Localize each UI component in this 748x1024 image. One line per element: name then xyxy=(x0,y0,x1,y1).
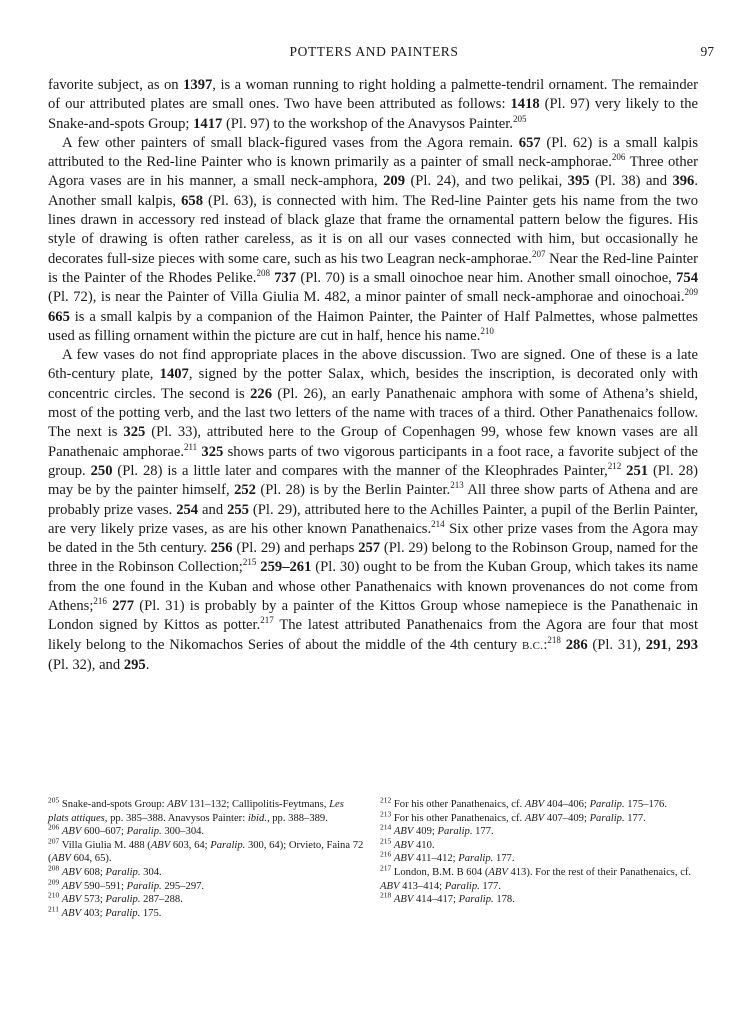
footnotes-left-column xyxy=(48,795,366,920)
italic-text: ABV xyxy=(61,880,82,892)
text-run: 604, 65). xyxy=(70,853,112,865)
footnote-ref: 210 xyxy=(480,326,494,336)
footnote xyxy=(48,877,366,894)
italic-text: Paralip. xyxy=(437,826,473,838)
text-run: 175. xyxy=(140,907,162,919)
catalogue-number: 226 xyxy=(250,385,272,402)
text-run: 603, 64; xyxy=(170,839,211,851)
italic-text: Paralip. xyxy=(105,894,141,906)
catalogue-number: 256 xyxy=(210,540,233,557)
footnote-ref: 208 xyxy=(256,268,270,279)
text-run: 300, 64); Orvieto, Faina 72 ( xyxy=(48,839,364,865)
catalogue-number: 1418 xyxy=(510,96,540,113)
text-run: 600–607; xyxy=(81,826,127,838)
footnote-ref: 213 xyxy=(380,809,392,819)
text-run: , pp. 385–388. Anavysos Painter: xyxy=(104,812,248,824)
text-run: , pp. 388–389. xyxy=(266,812,328,824)
text-run: (Pl. 97) to the workshop of the Anavysos Painter. xyxy=(222,115,513,132)
paragraph xyxy=(48,346,698,675)
catalogue-number: 257 xyxy=(358,540,381,557)
text-run: 410. xyxy=(413,839,435,851)
italic-text: Paralip. xyxy=(105,907,141,919)
footnote-ref: 216 xyxy=(380,849,392,859)
catalogue-number: 259–261 xyxy=(260,559,312,576)
text-run: All three show parts of Athena and are probably prize vases. xyxy=(48,482,698,518)
text-run: The latest attributed Panathenaics from the Agora are four that most likely belong to the Nikomachos Series of about the middle of the 4th century xyxy=(48,617,698,653)
footnote xyxy=(48,863,366,880)
text-run: 300–304. xyxy=(161,826,205,838)
footnote-ref: 215 xyxy=(380,836,392,846)
catalogue-number: 293 xyxy=(676,636,698,653)
catalogue-number: 754 xyxy=(676,269,699,286)
footnote-ref: 216 xyxy=(93,596,107,607)
footnote-ref: 207 xyxy=(531,248,546,259)
footnote-ref: 209 xyxy=(48,877,60,887)
text-run: Villa Giulia M. 488 ( xyxy=(59,839,151,851)
text-run: 403; xyxy=(81,907,106,919)
text-run: . Another small kalpis, xyxy=(48,173,698,209)
footnote-ref: 210 xyxy=(48,890,60,900)
italic-text: Paralip. xyxy=(444,880,480,892)
text-run: 409; xyxy=(413,826,438,838)
footnote-ref: 211 xyxy=(48,904,59,914)
text-run: 287–288. xyxy=(140,894,183,906)
footnote xyxy=(48,904,366,921)
text-run: (Pl. 28) may be by the painter himself, xyxy=(48,462,698,499)
text-run: (Pl. 24), and two pelikai, xyxy=(405,173,568,190)
text-run: 177. xyxy=(472,826,494,838)
text-run: (Pl. 29) belong to the Robinson Group, named for the three in the Robinson Collection; xyxy=(48,540,698,576)
text-run: 414–417; xyxy=(413,894,459,906)
footnote-ref: 205 xyxy=(48,795,60,805)
italic-text: ABV xyxy=(61,866,82,878)
catalogue-number: 252 xyxy=(234,482,256,499)
text-run: Snake-and-spots Group: xyxy=(59,799,168,810)
text-run: Near the Red-line Painter is the Painter of the Rhodes Pelike. xyxy=(48,250,698,286)
text-run: 175–176. xyxy=(624,799,667,810)
catalogue-number: 1407 xyxy=(159,366,189,383)
catalogue-number: 250 xyxy=(90,462,113,479)
italic-text: Paralip. xyxy=(105,866,141,878)
page-number: 97 xyxy=(700,44,714,59)
body-text xyxy=(48,76,698,675)
text-run: (Pl. 29), attributed here to the Achilles Painter, a pupil of the Berlin Painter, are very likely prize vases, as are his other known Panathenaics. xyxy=(48,501,698,537)
catalogue-number: 657 xyxy=(518,134,541,151)
footnote-ref: 209 xyxy=(684,287,698,298)
italic-text: ABV xyxy=(393,839,414,851)
footnote-ref: 214 xyxy=(380,822,392,832)
text-run: (Pl. 63), is connected with him. The Red-line Painter gets his name from the two lines drawn in accessory red instead of black glaze that frame the ornamental pattern below the figures. His style of drawing is often rather careless, as it is on all our vases connected with him, but occasionally he decorates full-size pieces with some care, such as his two Leagran neck-amphorae. xyxy=(48,192,698,267)
text-run: (Pl. 38) and xyxy=(589,173,673,190)
text-run: : xyxy=(543,636,548,653)
italic-text: ABV xyxy=(150,839,171,851)
text-run: and xyxy=(198,501,228,518)
footnote-ref: 218 xyxy=(547,634,561,645)
italic-text: ABV xyxy=(393,826,414,838)
text-run: (Pl. 32), and xyxy=(48,656,124,673)
italic-text: Paralip. xyxy=(126,826,162,838)
text-run: 178. xyxy=(493,894,515,906)
text-run: 404–406; xyxy=(544,799,590,810)
text-run: (Pl. 31), xyxy=(587,636,646,653)
text-run: 131–132; Callipolitis-Feytmans, xyxy=(186,799,330,810)
italic-text: ABV xyxy=(524,799,545,810)
catalogue-number: 209 xyxy=(383,173,406,190)
text-run: (Pl. 33), attributed here to the Group of Copenhagen 99, whose few known vases are all Panathenaic amphorae. xyxy=(48,424,698,460)
footnote-ref: 215 xyxy=(242,557,257,568)
text-run: (Pl. 29) and perhaps xyxy=(232,540,359,557)
footnotes-right-column xyxy=(380,795,698,920)
footnote-ref: 207 xyxy=(48,836,60,846)
italic-text: Paralip. xyxy=(589,799,625,810)
text-run: (Pl. 28) is by the Berlin Painter. xyxy=(255,482,451,499)
catalogue-number: 396 xyxy=(672,173,695,190)
italic-text: Les plats attiques xyxy=(48,799,344,824)
footnote xyxy=(48,836,366,866)
footnote xyxy=(48,822,366,839)
text-run: , xyxy=(667,636,677,653)
footnote xyxy=(380,890,698,907)
text-run: 411–412; xyxy=(413,853,459,865)
footnote-ref: 208 xyxy=(48,863,60,873)
text-run: 590–591; xyxy=(81,880,127,892)
catalogue-number: 251 xyxy=(626,462,649,479)
footnote xyxy=(380,822,698,839)
text-run: . xyxy=(145,656,150,673)
italic-text: ABV xyxy=(51,853,71,865)
catalogue-number: 286 xyxy=(565,636,588,653)
footnotes xyxy=(48,795,698,920)
italic-text: ABV xyxy=(488,866,508,878)
italic-text: ABV xyxy=(61,907,82,919)
small-caps-text: B.C. xyxy=(521,639,544,652)
text-run: 413). For the rest of their Panathenaics, cf. xyxy=(507,866,692,878)
italic-text: ibid. xyxy=(247,812,267,824)
text-run: For his other Panathenaics, cf. xyxy=(391,812,525,824)
text-run: (Pl. 28) is a little later and compares with the manner of the Kleophrades Painter, xyxy=(112,462,608,479)
text-run: shows parts of two vigorous participants in a foot race, a favorite subject of the group. xyxy=(48,443,698,479)
footnote xyxy=(380,863,698,893)
text-run: Three other Agora vases are in his manner, a small neck-amphora, xyxy=(48,154,698,190)
text-run: favorite subject, as on xyxy=(48,77,184,93)
text-run: is a small kalpis by a companion of the Haimon Painter, the Painter of Half Palmettes, whose palmettes used as filling ornament within the picture are cut in half, hence his name. xyxy=(48,308,698,344)
catalogue-number: 665 xyxy=(48,308,70,325)
italic-text: ABV xyxy=(167,799,187,810)
text-run: (Pl. 30) ought to be from the Kuban Group, which takes its name from the one found in the Kuban and whose other Panathenaics with known provenances do not come from Athens; xyxy=(48,559,699,615)
italic-text: ABV xyxy=(393,894,414,906)
text-run: (Pl. 26), an early Panathenaic amphora with some of Athena’s shield, most of the potting verb, and the last two letters of the name with traces of a third. Other Panathenaics follow. The next is xyxy=(48,385,698,441)
text-run: (Pl. 62) is a small kalpis attributed to the Red-line Painter who is known primarily as a painter of small neck-amphorae. xyxy=(48,134,698,171)
text-run: 304. xyxy=(140,866,162,878)
catalogue-number: 254 xyxy=(176,501,199,518)
text-run: , signed by the potter Salax, which, besides the inscription, is decorated only with concentric circles. The second is xyxy=(48,366,699,402)
catalogue-number: 291 xyxy=(645,636,668,653)
catalogue-number: 277 xyxy=(112,598,135,615)
text-run: (Pl. 31) is probably by a painter of the Kittos Group whose namepiece is the Panathenaic in London signed by Kittos as potter. xyxy=(48,598,698,634)
footnote xyxy=(380,849,698,866)
catalogue-number: 658 xyxy=(181,192,203,209)
catalogue-number: 737 xyxy=(274,269,297,286)
footnote xyxy=(48,795,366,825)
text-run: London, B.M. B 604 ( xyxy=(391,866,489,878)
italic-text: Paralip. xyxy=(210,839,246,851)
text-run: 177. xyxy=(479,880,501,892)
italic-text: ABV xyxy=(61,826,82,838)
footnote-ref: 205 xyxy=(512,113,527,124)
text-run: 177. xyxy=(493,853,515,865)
italic-text: ABV xyxy=(524,812,545,824)
text-run: (Pl. 70) is a small oinochoe near him. Another small oinochoe, xyxy=(296,269,677,286)
italic-text: ABV xyxy=(380,880,400,892)
text-run: 413–414; xyxy=(399,880,445,892)
footnote-ref: 212 xyxy=(607,461,622,472)
text-run: A few vases do not find appropriate places in the above discussion. Two are signed. One of these is a late 6th-century plate, xyxy=(48,347,698,383)
text-run: (Pl. 97) very likely to the Snake-and-spots Group; xyxy=(48,96,698,132)
text-run: 295–297. xyxy=(161,880,205,892)
text-run: 177. xyxy=(624,812,646,824)
footnote-ref: 206 xyxy=(611,152,626,163)
footnote-ref: 217 xyxy=(380,863,392,873)
italic-text: ABV xyxy=(61,894,82,906)
footnote xyxy=(380,836,698,853)
footnote-ref: 213 xyxy=(450,480,464,491)
footnote-ref: 206 xyxy=(48,822,60,832)
footnote-ref: 214 xyxy=(431,518,445,529)
footnote-ref: 212 xyxy=(380,795,392,805)
italic-text: Paralip. xyxy=(458,853,494,865)
text-run: Six other prize vases from the Agora may be dated in the 5th century. xyxy=(48,520,699,557)
footnote-ref: 218 xyxy=(380,890,392,900)
catalogue-number: 325 xyxy=(201,443,224,460)
text-run: (Pl. 72), is near the Painter of Villa Giulia M. 482, a minor painter of small neck-amphorae and oinochoai. xyxy=(48,289,685,306)
footnote-ref: 211 xyxy=(183,441,198,452)
text-run: , is a woman running to right holding a palmette-tendril ornament. The remainder of our attributed plates are small ones. Two have been attributed as follows: xyxy=(48,77,698,113)
catalogue-number: 255 xyxy=(227,501,249,518)
footnote xyxy=(380,809,698,826)
footnote-ref: 217 xyxy=(260,615,274,626)
text-run: 573; xyxy=(81,894,106,906)
text-run: For his other Panathenaics, cf. xyxy=(391,799,525,810)
catalogue-number: 1397 xyxy=(183,77,213,93)
footnote xyxy=(380,795,698,812)
catalogue-number: 395 xyxy=(567,173,590,190)
paragraph xyxy=(48,134,698,346)
catalogue-number: 325 xyxy=(123,424,146,441)
italic-text: Paralip. xyxy=(126,880,162,892)
footnote xyxy=(48,890,366,907)
text-run: 407–409; xyxy=(544,812,590,824)
catalogue-number: 295 xyxy=(123,656,146,673)
running-head: POTTERS AND PAINTERS xyxy=(289,44,459,59)
italic-text: Paralip. xyxy=(589,812,625,824)
text-run: A few other painters of small black-figured vases from the Agora remain. xyxy=(62,134,519,151)
italic-text: Paralip. xyxy=(458,894,494,906)
italic-text: ABV xyxy=(393,853,414,865)
paragraph xyxy=(48,76,698,134)
catalogue-number: 1417 xyxy=(193,115,223,132)
text-run: 608; xyxy=(81,866,106,878)
